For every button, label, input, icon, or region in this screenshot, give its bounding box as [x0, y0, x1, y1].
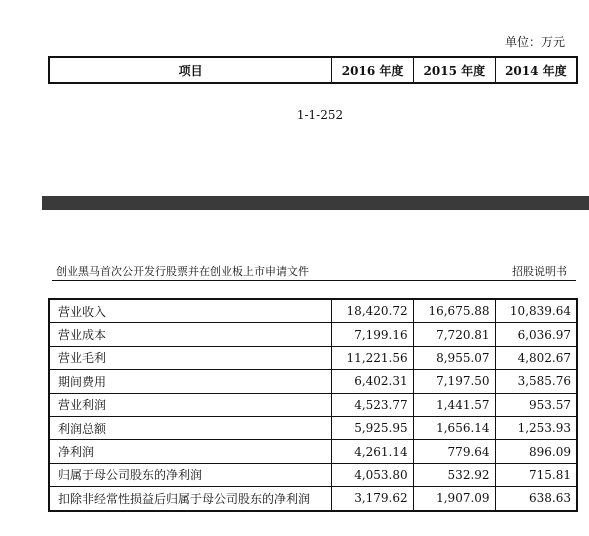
unit-label: 单位：万元 — [505, 35, 566, 49]
value-2014: 10,839.64 — [495, 299, 577, 323]
header-table — [48, 56, 578, 84]
value-2014: 896.09 — [495, 440, 577, 463]
value-2015: 7,197.50 — [413, 370, 495, 393]
table-row — [49, 346, 577, 369]
table-row — [49, 487, 577, 511]
value-2015: 1,441.57 — [413, 393, 495, 416]
value-2015: 16,675.88 — [413, 299, 495, 323]
table-row — [49, 370, 577, 393]
value-2016: 18,420.72 — [331, 299, 413, 323]
value-2016: 5,925.95 — [331, 416, 413, 439]
row-label: 利润总额 — [49, 416, 331, 439]
row-label: 营业成本 — [49, 323, 331, 346]
page-number: 1-1-252 — [296, 108, 344, 122]
document-title: 创业黑马首次公开发行股票并在创业板上市申请文件 — [56, 265, 309, 278]
value-2014: 1,253.93 — [495, 416, 577, 439]
header-year-2014: 2014 年度 — [495, 57, 577, 83]
page-divider-band — [42, 196, 589, 210]
value-2015: 1,656.14 — [413, 416, 495, 439]
value-2014: 3,585.76 — [495, 370, 577, 393]
value-2014: 4,802.67 — [495, 346, 577, 369]
value-2015: 532.92 — [413, 463, 495, 486]
table-row — [49, 440, 577, 463]
row-label: 营业毛利 — [49, 346, 331, 369]
value-2014: 715.81 — [495, 463, 577, 486]
value-2015: 8,955.07 — [413, 346, 495, 369]
row-label: 营业利润 — [49, 393, 331, 416]
header-item: 项目 — [178, 63, 203, 78]
row-label: 期间费用 — [49, 370, 331, 393]
value-2014: 6,036.97 — [495, 323, 577, 346]
value-2016: 11,221.56 — [331, 346, 413, 369]
value-2014: 638.63 — [495, 487, 577, 511]
header-year-2016: 2016 年度 — [332, 57, 414, 83]
row-label: 净利润 — [49, 440, 331, 463]
table-row — [49, 463, 577, 486]
value-2016: 4,261.14 — [331, 440, 413, 463]
table-row — [49, 299, 577, 323]
table-row — [49, 416, 577, 439]
value-2016: 4,053.80 — [331, 463, 413, 486]
value-2016: 7,199.16 — [331, 323, 413, 346]
table-row — [49, 393, 577, 416]
value-2015: 779.64 — [413, 440, 495, 463]
row-label: 扣除非经常性损益后归属于母公司股东的净利润 — [49, 487, 331, 511]
header-row — [49, 57, 577, 83]
value-2015: 7,720.81 — [413, 323, 495, 346]
document-type: 招股说明书 — [512, 265, 567, 278]
value-2016: 6,402.31 — [331, 370, 413, 393]
value-2014: 953.57 — [495, 393, 577, 416]
header-rule — [52, 280, 576, 281]
table-row — [49, 323, 577, 346]
row-label: 归属于母公司股东的净利润 — [49, 463, 331, 486]
value-2015: 1,907.09 — [413, 487, 495, 511]
value-2016: 3,179.62 — [331, 487, 413, 511]
row-label: 营业收入 — [58, 304, 107, 319]
value-2016: 4,523.77 — [331, 393, 413, 416]
header-year-2015: 2015 年度 — [413, 57, 495, 83]
financial-table — [48, 298, 578, 512]
